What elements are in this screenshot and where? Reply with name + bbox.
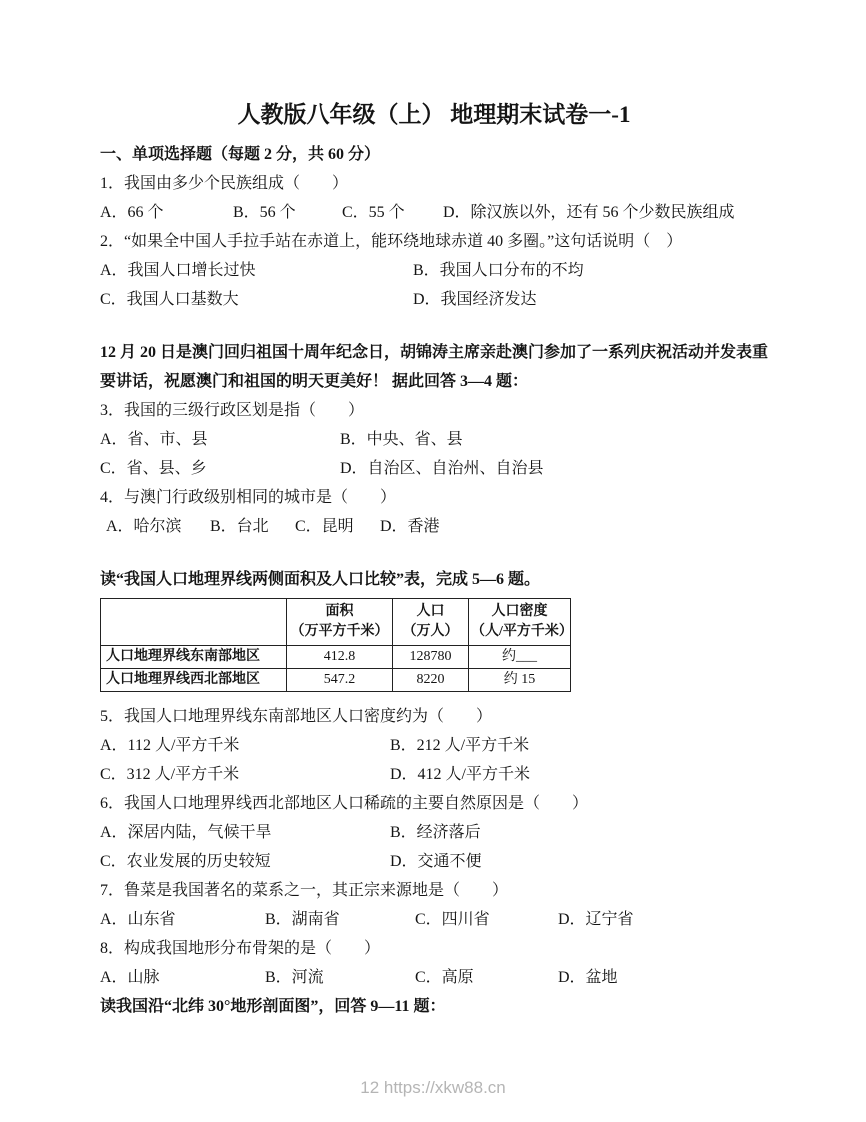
question-4-stem: 4．与澳门行政级别相同的城市是（ ）: [100, 489, 397, 506]
question-1-stem: 1．我国由多少个民族组成（ ）: [100, 175, 349, 192]
cell-density: 约___: [469, 646, 571, 669]
question-7-stem: 7．鲁菜是我国著名的菜系之一，其正宗来源地是（ ）: [100, 882, 509, 899]
question-8-options: [100, 963, 768, 992]
q1-option-c: C．55 个: [342, 204, 405, 221]
q3-option-c: C．省、县、乡: [100, 460, 207, 477]
q4-option-b: B．台北: [210, 518, 269, 535]
question-3-stem: 3．我国的三级行政区划是指（ ）: [100, 402, 365, 419]
q7-option-d: D．辽宁省: [558, 911, 634, 928]
q4-option-d: D．香港: [380, 518, 440, 535]
table-header-density: 人口密度 （人/平方千米）: [469, 599, 571, 646]
passage-3-4: 12 月 20 日是澳门回归祖国十周年纪念日，胡锦涛主席亲赴澳门参加了一系列庆祝活动并发表重要讲话，祝愿澳门和祖国的明天更美好！ 据此回答 3—4 题：: [100, 344, 769, 390]
table-header-empty: [101, 599, 287, 646]
passage-9-11: 读我国沿“北纬 30°地形剖面图”，回答 9—11 题：: [100, 998, 446, 1015]
table-header-population: 人口 （万人）: [393, 599, 469, 646]
question-7-options: [100, 905, 768, 934]
cell-density: 约 15: [469, 669, 571, 692]
table-row-southeast: [101, 646, 571, 669]
q2-option-c: C．我国人口基数大: [100, 291, 239, 308]
table-header-row: [101, 599, 571, 646]
q5-option-d: D．412 人/平方千米: [390, 766, 531, 783]
cell-area: 412.8: [287, 646, 393, 669]
page-title: 人教版八年级（上） 地理期末试卷一-1: [237, 102, 631, 127]
question-3-options-row1: [100, 425, 768, 454]
q8-option-a: A．山脉: [100, 969, 160, 986]
question-5-options-row1: [100, 731, 768, 760]
question-6-options-row1: [100, 818, 768, 847]
question-2-options-row2: [100, 285, 768, 314]
q5-option-b: B．212 人/平方千米: [390, 737, 530, 754]
q6-option-b: B．经济落后: [390, 824, 481, 841]
section-header: 一、单项选择题（每题 2 分，共 60 分）: [100, 146, 381, 163]
question-1-options: [100, 198, 768, 227]
q2-option-d: D．我国经济发达: [413, 291, 537, 308]
passage-5-6: 读“我国人口地理界线两侧面积及人口比较”表，完成 5—6 题。: [100, 571, 541, 588]
q2-option-b: B．我国人口分布的不均: [413, 262, 584, 279]
q1-option-d: D．除汉族以外，还有 56 个少数民族组成: [443, 204, 735, 221]
q7-option-c: C．四川省: [415, 911, 490, 928]
q8-option-d: D．盆地: [558, 969, 618, 986]
question-5-options-row2: [100, 760, 768, 789]
q1-option-a: A．66 个: [100, 204, 164, 221]
q3-option-b: B．中央、省、县: [340, 431, 463, 448]
q8-option-c: C．高原: [415, 969, 474, 986]
population-comparison-table: [100, 598, 571, 692]
cell-population: 8220: [393, 669, 469, 692]
question-2-stem: 2．“如果全中国人手拉手站在赤道上，能环绕地球赤道 40 多圈。”这句话说明（ ）: [100, 233, 683, 250]
question-3-options-row2: [100, 454, 768, 483]
q4-option-a: A．哈尔滨: [106, 518, 182, 535]
q6-option-a: A．深居内陆，气候干旱: [100, 824, 272, 841]
page-footer: [0, 1078, 866, 1098]
cell-population: 128780: [393, 646, 469, 669]
q6-option-d: D．交通不便: [390, 853, 482, 870]
question-6-stem: 6．我国人口地理界线西北部地区人口稀疏的主要自然原因是（ ）: [100, 795, 589, 812]
q4-option-c: C．昆明: [295, 518, 354, 535]
q7-option-b: B．湖南省: [265, 911, 340, 928]
q5-option-c: C．312 人/平方千米: [100, 766, 240, 783]
cell-area: 547.2: [287, 669, 393, 692]
q8-option-b: B．河流: [265, 969, 324, 986]
question-5-stem: 5．我国人口地理界线东南部地区人口密度约为（ ）: [100, 708, 493, 725]
table-row-northwest: [101, 669, 571, 692]
question-6-options-row2: [100, 847, 768, 876]
question-4-options: [100, 512, 768, 541]
question-2-options-row1: [100, 256, 768, 285]
question-8-stem: 8．构成我国地形分布骨架的是（ ）: [100, 940, 381, 957]
q7-option-a: A．山东省: [100, 911, 176, 928]
q2-option-a: A．我国人口增长过快: [100, 262, 256, 279]
table-header-area: 面积 （万平方千米）: [287, 599, 393, 646]
row-label: 人口地理界线西北部地区: [101, 669, 287, 692]
q3-option-a: A．省、市、县: [100, 431, 208, 448]
footer-link[interactable]: 12 https://xkw88.cn: [360, 1078, 506, 1097]
q1-option-b: B．56 个: [233, 204, 296, 221]
q3-option-d: D．自治区、自治州、自治县: [340, 460, 544, 477]
q6-option-c: C．农业发展的历史较短: [100, 853, 271, 870]
q5-option-a: A．112 人/平方千米: [100, 737, 240, 754]
row-label: 人口地理界线东南部地区: [101, 646, 287, 669]
